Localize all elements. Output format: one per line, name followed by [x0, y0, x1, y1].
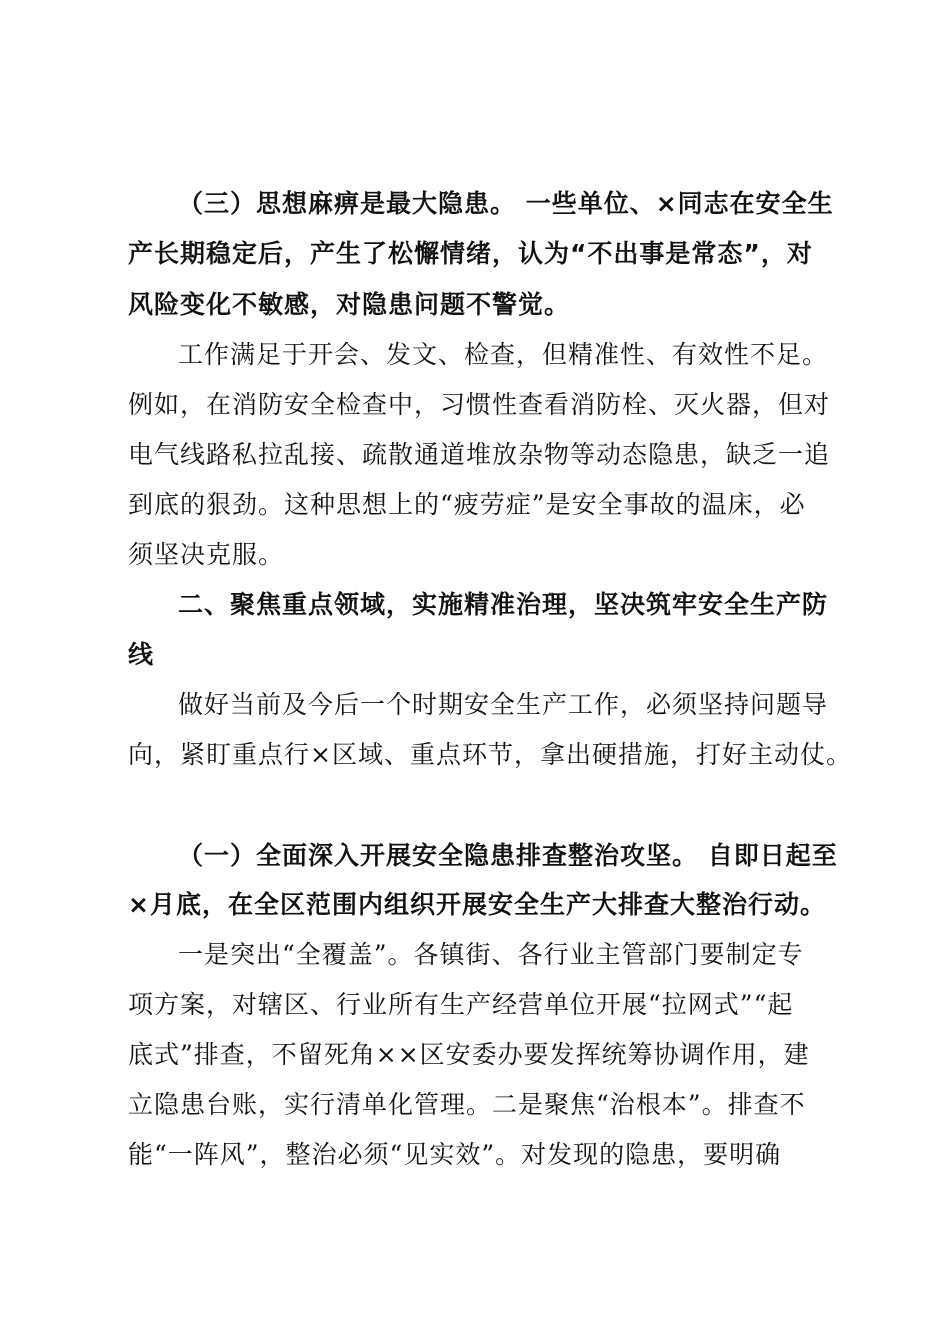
para1-line4: 到底的狠劲。这种思想上的“疲劳症”是安全事故的温床，必	[128, 490, 806, 519]
section3-heading-line3: 风险变化不敏感，对隐患问题不警觉。	[128, 290, 571, 319]
para3-line4: 立隐患台账，实行清单化管理。二是聚焦“治根本”。排查不	[128, 1090, 806, 1119]
para2-line2: 向，紧盯重点行×区域、重点环节，拿出硬措施，打好主动仗。	[128, 740, 852, 769]
para2-line1: 做好当前及今后一个时期安全生产工作，必须坚持问题导	[178, 690, 829, 719]
para1-line5: 须坚决克服。	[128, 540, 285, 569]
section1-heading-line2: ×月底，在全区范围内组织开展安全生产大排查大整治行动。	[128, 890, 826, 919]
heading2-line2: 线	[128, 640, 155, 669]
section3-heading-line2: 产长期稳定后，产生了松懈情绪，认为“不出事是常态”，对	[128, 239, 813, 268]
para3-line3: 底式”排查，不留死角××区安委办要发挥统筹协调作用，建	[128, 1040, 810, 1069]
para3-line5: 能“一阵风”，整治必须“见实效”。对发现的隐患，要明确	[128, 1140, 782, 1169]
heading2-line1: 二、聚焦重点领域，实施精准治理，坚决筑牢安全生产防	[178, 590, 829, 619]
para3-line2: 项方案，对辖区、行业所有生产经营单位开展“拉网式”“起	[128, 990, 794, 1019]
para1-line1: 工作满足于开会、发文、检查，但精准性、有效性不足。	[178, 340, 829, 369]
para1-line2: 例如，在消防安全检查中，习惯性查看消防栓、灭火器，但对	[128, 390, 831, 419]
para3-line1: 一是突出“全覆盖”。各镇街、各行业主管部门要制定专	[178, 940, 804, 969]
section1-heading-line1: （一）全面深入开展安全隐患排查整治攻坚。 自即日起至	[178, 841, 838, 870]
section3-heading-line1: （三）思想麻痹是最大隐患。 一些单位、×同志在安全生	[178, 189, 834, 218]
para1-line3: 电气线路私拉乱接、疏散通道堆放杂物等动态隐患，缺乏一追	[128, 440, 831, 469]
